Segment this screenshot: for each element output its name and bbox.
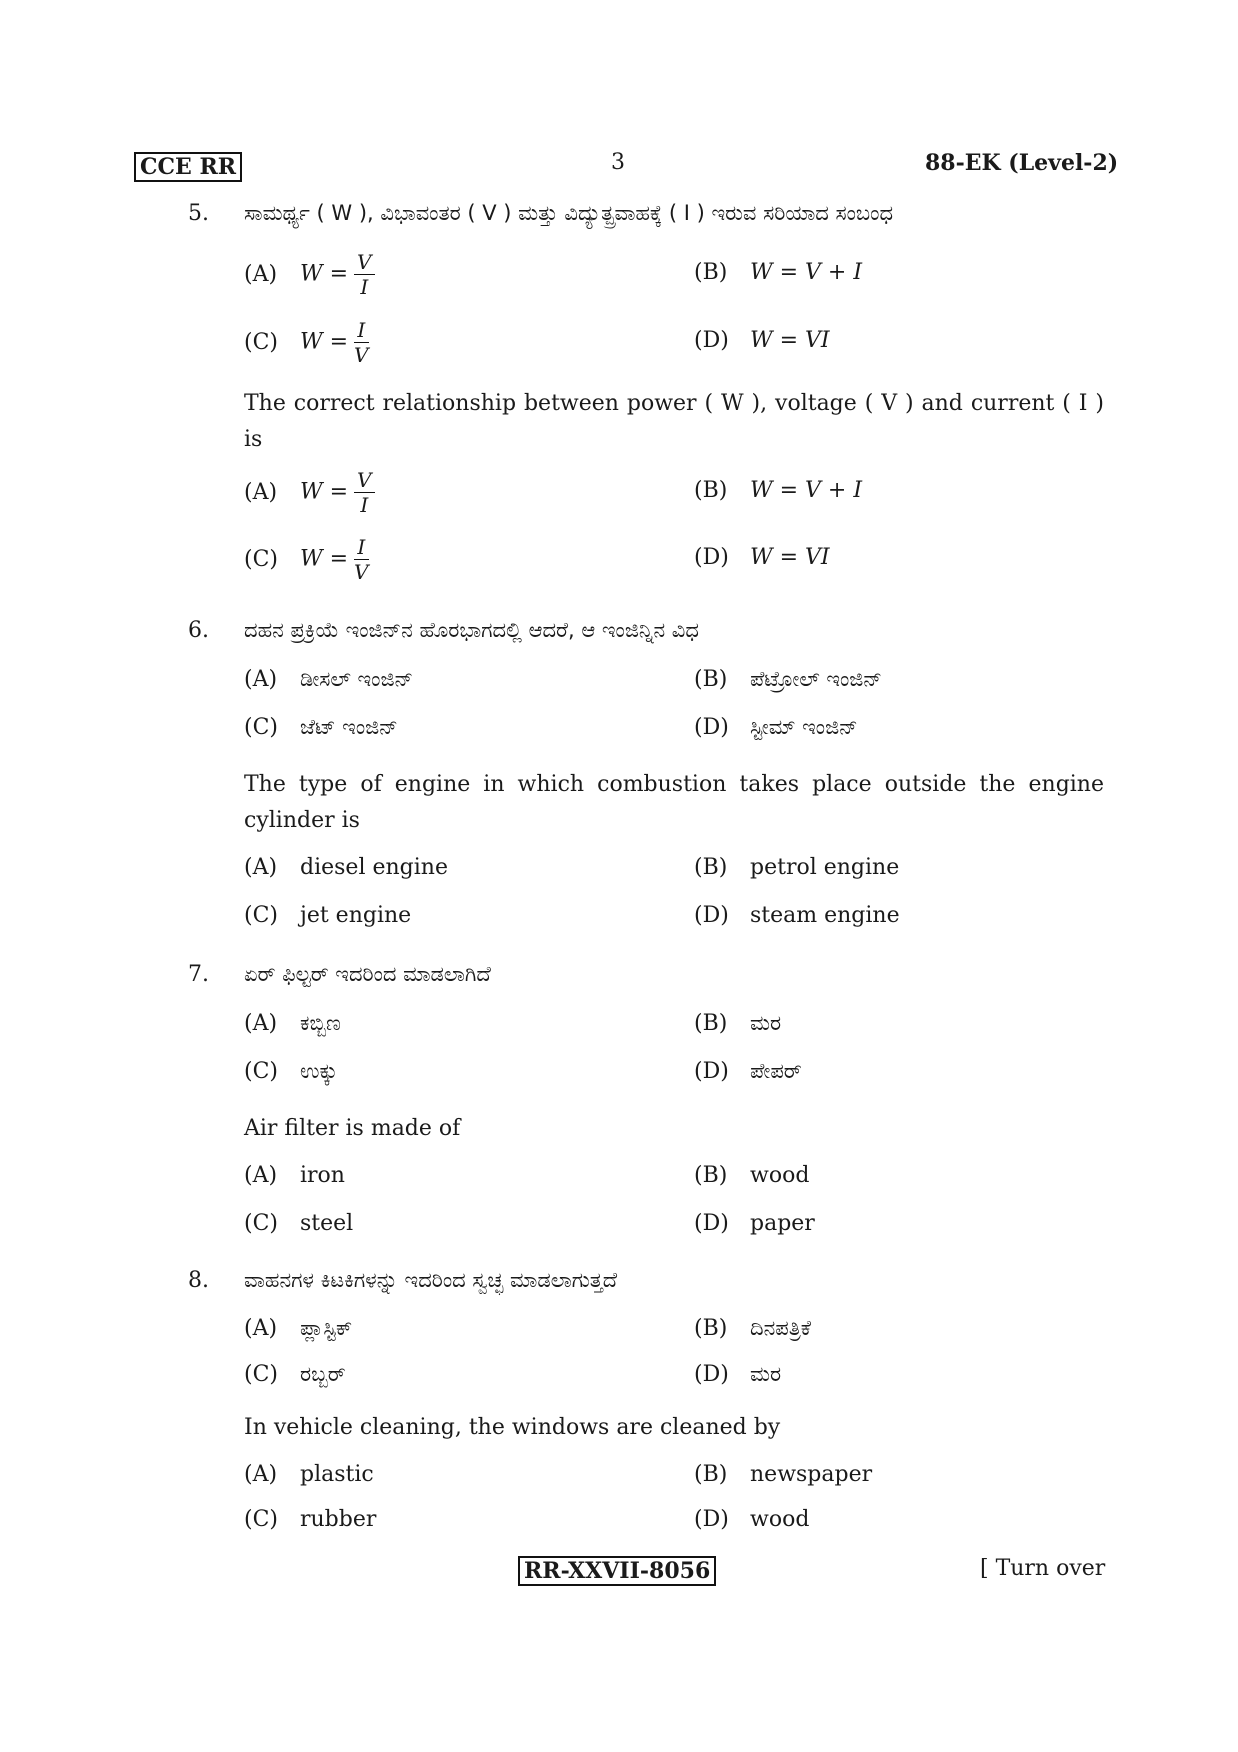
- q6-kn-option-d: (D) ಸ್ಟೀಮ್ ಇಂಜಿನ್: [694, 715, 858, 740]
- question-8-english-prompt: In vehicle cleaning, the windows are cleaned by: [244, 1415, 781, 1440]
- q5-kn-option-a: (A) W = $\frac{V}{I}$: [244, 250, 375, 299]
- q6-en-option-a: (A) diesel engine: [244, 855, 448, 880]
- question-7-number: 7.: [188, 962, 209, 987]
- q7-kn-option-d: (D) ಪೇಪರ್: [694, 1059, 802, 1084]
- fraction: $\frac{I}{V}$: [354, 535, 369, 584]
- q5-en-option-b: (B) W = V + I: [694, 478, 863, 503]
- question-5-kannada-prompt: ಸಾಮರ್ಥ್ಯ ( W ), ವಿಭಾವಂತರ ( V ) ಮತ್ತು ವಿದ್ಯುತ್ಪ್ರವಾಹಕ್ಕೆ ( I ) ಇರುವ ಸರಿಯಾದ ಸಂಬಂಧ: [244, 201, 894, 225]
- header-code-box: CCE RR: [134, 152, 242, 182]
- page-number: 3: [611, 150, 625, 175]
- q5-en-option-c: (C) W = $\frac{I}{V}$: [244, 535, 369, 584]
- q8-kn-option-c: (C) ರಬ್ಬರ್: [244, 1362, 346, 1387]
- question-8-kannada-prompt: ವಾಹನಗಳ ಕಿಟಕಿಗಳನ್ನು ಇದರಿಂದ ಸ್ವಚ್ಛ ಮಾಡಲಾಗುತ್ತದೆ: [244, 1268, 618, 1292]
- q8-kn-option-b: (B) ದಿನಪತ್ರಿಕೆ: [694, 1316, 812, 1341]
- q7-en-option-a: (A) iron: [244, 1163, 345, 1188]
- q7-en-option-d: (D) paper: [694, 1211, 815, 1236]
- q8-en-option-a: (A) plastic: [244, 1462, 374, 1487]
- question-5-number: 5.: [188, 201, 209, 226]
- q7-kn-option-a: (A) ಕಬ್ಬಿಣ: [244, 1011, 341, 1036]
- question-8-number: 8.: [188, 1268, 209, 1293]
- fraction: $\frac{I}{V}$: [354, 318, 369, 367]
- q5-en-option-a: (A) W = $\frac{V}{I}$: [244, 468, 375, 517]
- q5-en-option-d: (D) W = VI: [694, 545, 830, 570]
- q7-en-option-c: (C) steel: [244, 1211, 354, 1236]
- footer-paper-code: RR-XXVII-8056: [518, 1556, 716, 1586]
- q5-kn-option-b: (B) W = V + I: [694, 260, 863, 285]
- q5-kn-option-c: (C) W = $\frac{I}{V}$: [244, 318, 369, 367]
- turn-over-note: [ Turn over: [980, 1556, 1106, 1581]
- q5-kn-option-d: (D) W = VI: [694, 328, 830, 353]
- question-7-english-prompt: Air filter is made of: [244, 1116, 461, 1141]
- q8-en-option-c: (C) rubber: [244, 1507, 377, 1532]
- q8-kn-option-d: (D) ಮರ: [694, 1362, 782, 1387]
- q8-kn-option-a: (A) ಪ್ಲಾಸ್ಟಿಕ್: [244, 1316, 353, 1341]
- question-6-number: 6.: [188, 618, 209, 643]
- q7-kn-option-c: (C) ಉಕ್ಕು: [244, 1059, 338, 1084]
- q7-en-option-b: (B) wood: [694, 1163, 810, 1188]
- fraction: $\frac{V}{I}$: [354, 468, 374, 517]
- question-6-english-prompt: The type of engine in which combustion takes place outside the engine cylinder is: [244, 772, 1104, 833]
- fraction: $\frac{V}{I}$: [354, 250, 374, 299]
- question-6-kannada-prompt: ದಹನ ಪ್ರಕ್ರಿಯೆ ಇಂಜಿನ್‌ನ ಹೊರಭಾಗದಲ್ಲಿ ಆದರೆ, ಆ ಇಂಜಿನ್ನಿನ ವಿಧ: [244, 618, 699, 642]
- header-paper-code: 88-EK (Level-2): [925, 150, 1119, 176]
- question-7-kannada-prompt: ಏರ್ ಫಿಲ್ಟರ್ ಇದರಿಂದ ಮಾಡಲಾಗಿದೆ: [244, 962, 491, 986]
- q6-en-option-b: (B) petrol engine: [694, 855, 900, 880]
- q8-en-option-d: (D) wood: [694, 1507, 810, 1532]
- q6-en-option-d: (D) steam engine: [694, 903, 900, 928]
- q6-kn-option-b: (B) ಪೆಟ್ರೋಲ್ ಇಂಜಿನ್: [694, 667, 882, 692]
- question-5-english-prompt: The correct relationship between power ( W ), voltage ( V ) and current ( I ) is: [244, 391, 1104, 452]
- q6-kn-option-a: (A) ಡೀಸಲ್ ಇಂಜಿನ್: [244, 667, 414, 692]
- q7-kn-option-b: (B) ಮರ: [694, 1011, 782, 1036]
- q6-en-option-c: (C) jet engine: [244, 903, 412, 928]
- q8-en-option-b: (B) newspaper: [694, 1462, 873, 1487]
- q6-kn-option-c: (C) ಜೆಟ್ ಇಂಜಿನ್: [244, 715, 398, 740]
